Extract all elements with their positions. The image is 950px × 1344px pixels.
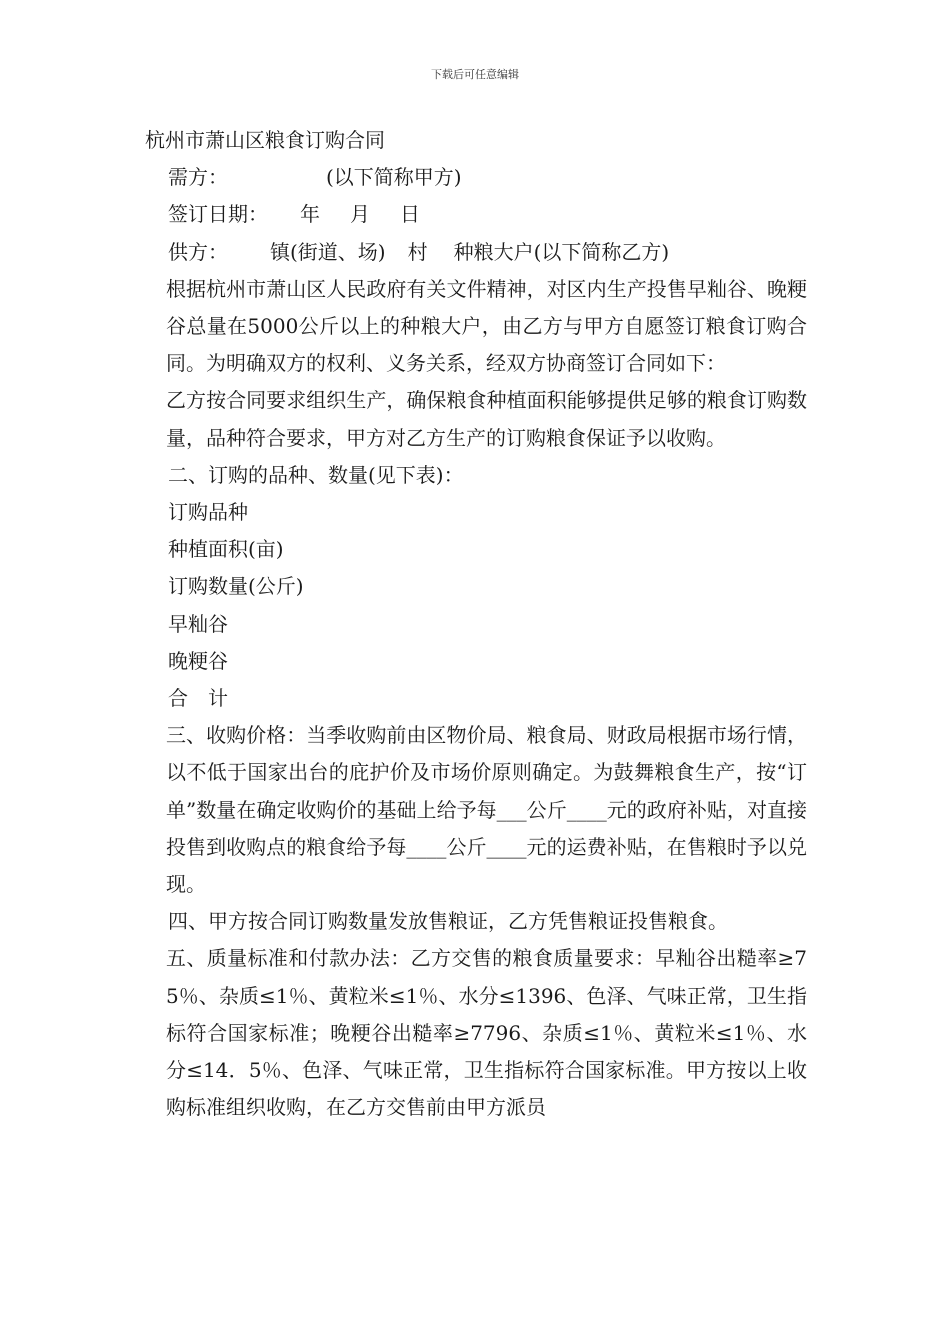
sign-date-day: 日 bbox=[400, 202, 420, 227]
buyer-line bbox=[145, 159, 807, 196]
preamble-paragraph: 根据杭州市萧山区人民政府有关文件精神，对区内生产投售早籼谷、晚粳谷总量在5000公斤以上的种粮大户，由乙方与甲方自愿签订粮食订购合同。为明确双方的权利、义务关系，经双方协商签订合同如下： bbox=[166, 276, 807, 376]
clause-3-paragraph: 三、收购价格：当季收购前由区物价局、粮食局、财政局根据市场行情，以不低于国家出台的庇护价及市场价原则确定。为鼓舞粮食生产，按“订单”数量在确定收购价的基础上给予每___公斤____元的政府补贴，对直接投售到收购点的粮食给予每____公斤____元的运费补贴，在售粮时予以兑现。 bbox=[166, 723, 807, 897]
table-item: 晚粳谷 bbox=[168, 648, 228, 673]
table-item: 早籼谷 bbox=[168, 611, 228, 636]
table-item: 订购数量(公斤) bbox=[168, 574, 304, 599]
supplier-note: 种粮大户(以下简称乙方) bbox=[453, 239, 670, 264]
table-item: 合 计 bbox=[168, 686, 228, 711]
supplier-label: 供方： bbox=[168, 239, 228, 264]
header-note: 下载后可任意编辑 bbox=[431, 68, 519, 81]
clause-1-paragraph: 乙方按合同要求组织生产，确保粮食种植面积能够提供足够的粮食订购数量，品种符合要求，甲方对乙方生产的订购粮食保证予以收购。 bbox=[166, 388, 807, 450]
sign-date-line bbox=[145, 196, 807, 233]
table-item: 订购品种 bbox=[168, 500, 248, 525]
sign-date-month: 月 bbox=[350, 202, 370, 227]
supplier-line bbox=[145, 234, 807, 271]
clause-2-heading: 二、订购的品种、数量(见下表)： bbox=[168, 462, 464, 487]
buyer-note: (以下简称甲方) bbox=[326, 165, 462, 190]
clause-5-paragraph: 五、质量标准和付款办法：乙方交售的粮食质量要求：早籼谷出糙率≥75％、杂质≤1％、黄粒米≤1％、水分≤1396、色泽、气味正常，卫生指标符合国家标准；晚粳谷出糙率≥7796、杂质≤1％、黄粒米≤1％、水分≤14．5％、色泽、气味正常，卫生指标符合国家标准。甲方按以上收购标准组织收购，在乙方交售前由甲方派员 bbox=[166, 946, 807, 1120]
document-title: 杭州市萧山区粮食订购合同 bbox=[145, 128, 385, 152]
sign-date-label: 签订日期： bbox=[168, 202, 268, 227]
supplier-village: 村 bbox=[407, 239, 428, 264]
supplier-town: 镇(街道、场) bbox=[270, 239, 386, 264]
buyer-label: 需方： bbox=[168, 165, 228, 190]
sign-date-year: 年 bbox=[300, 202, 320, 227]
clause-4-paragraph: 四、甲方按合同订购数量发放售粮证，乙方凭售粮证投售粮食。 bbox=[168, 909, 728, 934]
document-body bbox=[145, 122, 807, 1126]
table-item: 种植面积(亩) bbox=[168, 537, 284, 562]
